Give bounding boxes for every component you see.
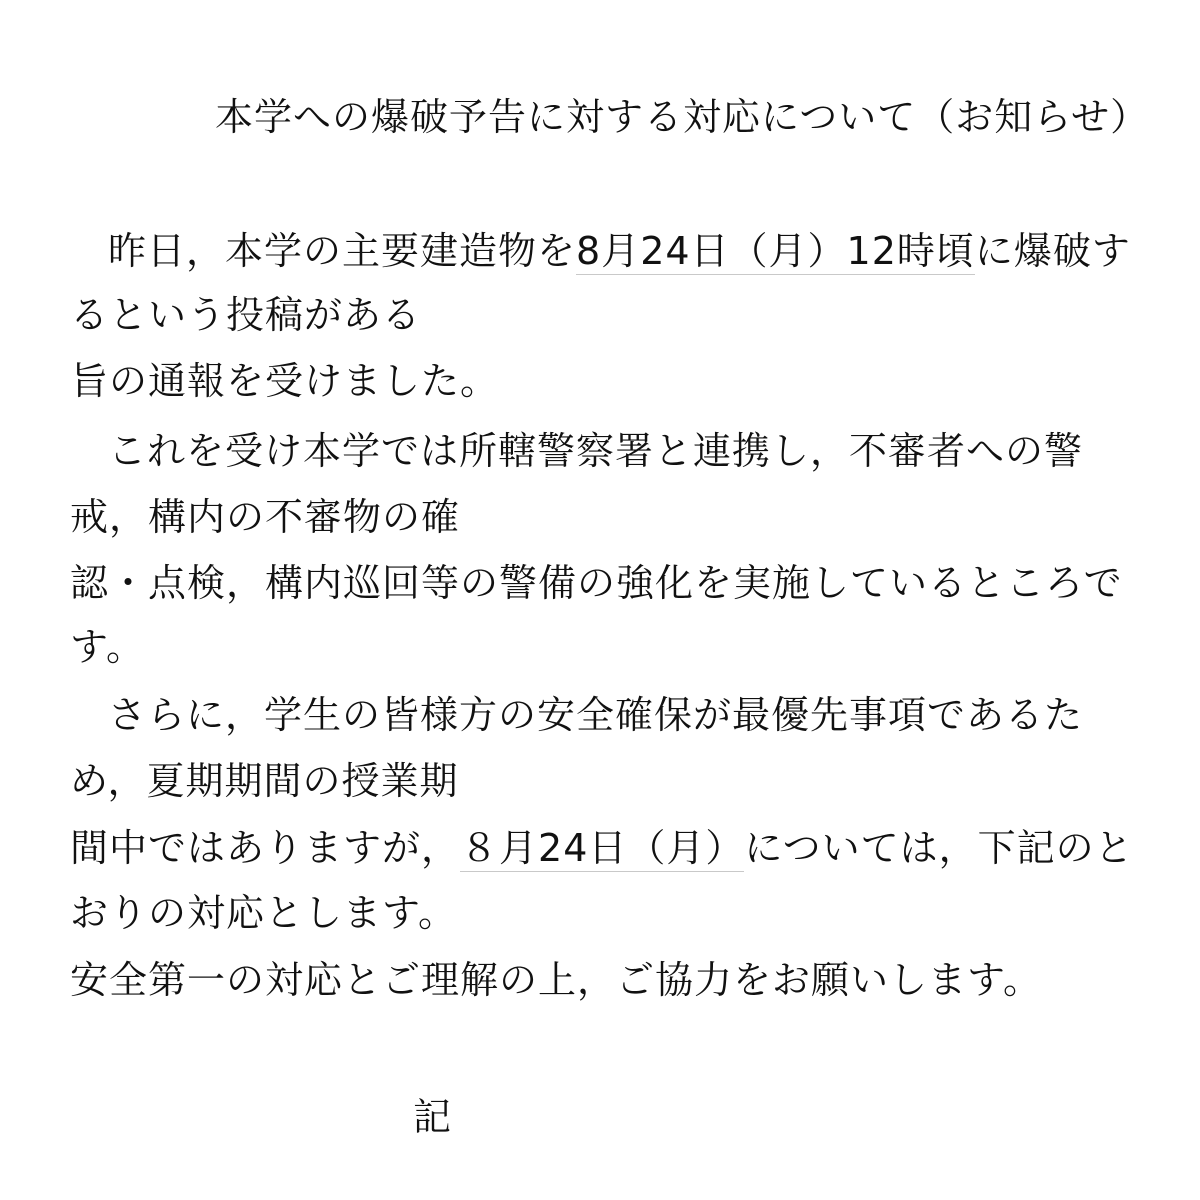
p3-text-before-date: 間中ではありますが， xyxy=(70,826,461,870)
p1-date-underlined: 8月24日（月）12時頃 xyxy=(576,229,975,273)
paragraph-3-line-2: め，夏期期間の授業期 xyxy=(70,759,459,803)
paragraph-3-line-3 xyxy=(70,823,1134,873)
paragraph-2-line-2: 戒，構内の不審物の確 xyxy=(70,495,461,539)
paragraph-2-line-1: これを受け本学では所轄警察署と連携し，不審者への警 xyxy=(108,429,1084,473)
p1-text-after-date: に爆破す xyxy=(974,229,1131,273)
paragraph-1-line-2: るという投稿がある xyxy=(70,293,422,337)
paragraph-3-line-5: 安全第一の対応とご理解の上，ご協力をお願いします。 xyxy=(70,958,1042,1002)
paragraph-3-line-1: さらに，学生の皆様方の安全確保が最優先事項であるた xyxy=(108,693,1084,737)
ki-heading: 記 xyxy=(413,1095,453,1139)
paragraph-2-line-3: 認・点検，構内巡回等の警備の強化を実施しているところで xyxy=(70,561,1123,605)
paragraph-3-line-4: おりの対応とします。 xyxy=(70,891,457,935)
p1-text-before-date: 昨日，本学の主要建造物を xyxy=(108,229,577,273)
paragraph-1-line-3: 旨の通報を受けました。 xyxy=(70,359,500,403)
p3-date-underlined: ８月24日（月） xyxy=(460,826,745,870)
paragraph-2-line-4: す。 xyxy=(70,625,145,669)
p3-text-after-date: については，下記のと xyxy=(744,826,1134,870)
document-title: 本学への爆破予告に対する対応について（お知らせ） xyxy=(215,95,1150,139)
paragraph-1-line-1 xyxy=(108,226,1131,276)
